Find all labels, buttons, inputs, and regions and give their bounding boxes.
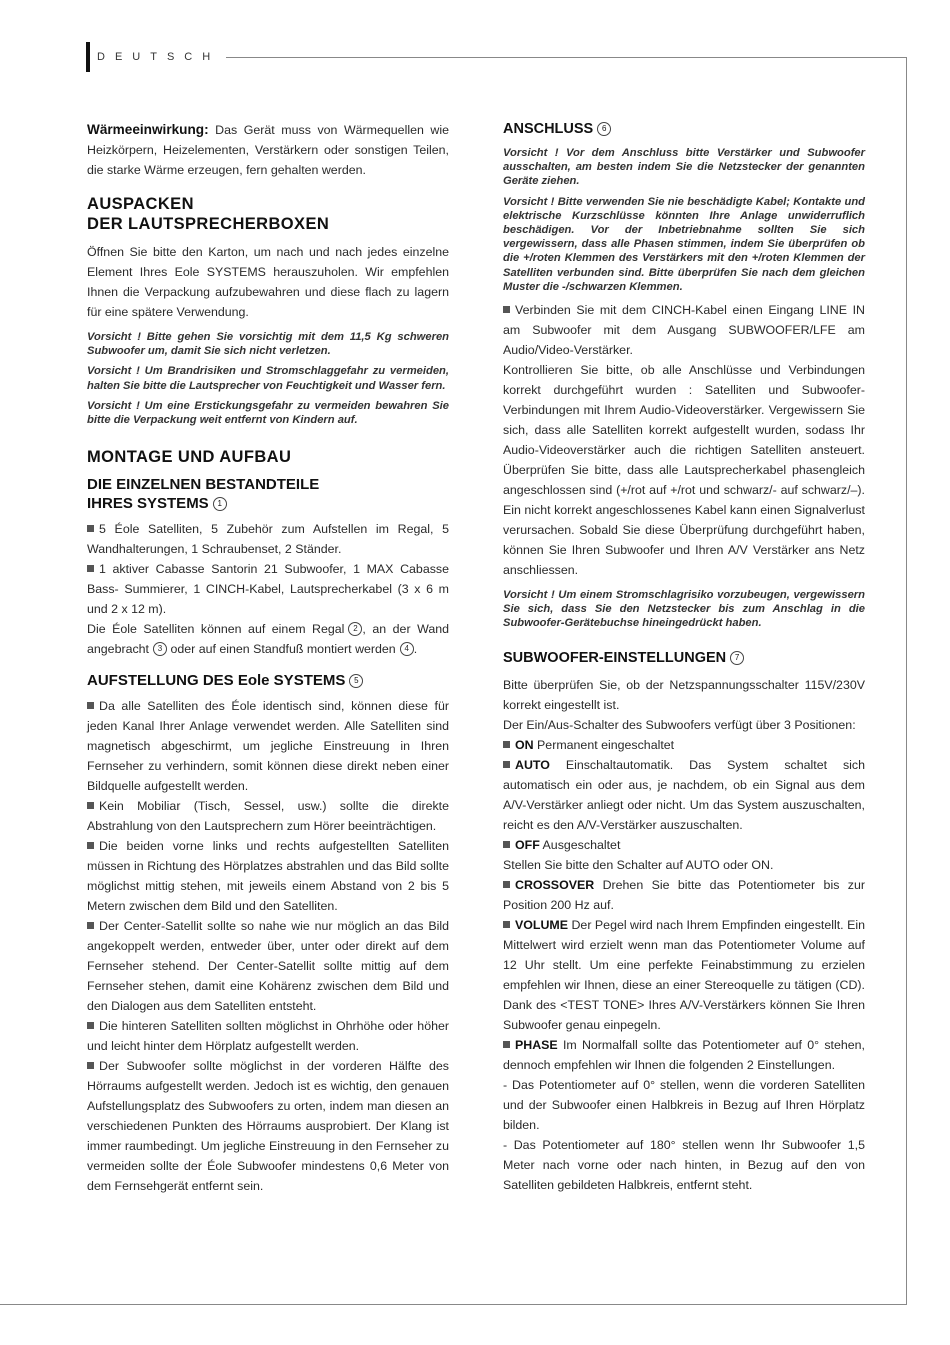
waerme-text: Das Gerät muss von Wärmequellen wie Heizkörpern, Heizelementen, Verstärkern oder sonstigen Teilen, die starke Wärme erzeugen, fern gehalten werden.	[87, 123, 449, 177]
setting-text: Einschaltautomatik. Das System schaltet sich automatisch ein oder aus, je nachdem, ob ein Signal aus dem A/V-Verstärker anliegt oder nicht. Um das System auszuschalten, reicht es den A/V-Verstärker auszuschalten.	[503, 757, 865, 832]
mounting-text-a: Die Éole Satelliten können auf einem Regal	[87, 622, 345, 637]
setting-auto	[503, 755, 865, 835]
bestandteile-heading	[87, 475, 449, 513]
setting-keyword: OFF	[515, 837, 540, 852]
waerme-title: Wärmeeinwirkung:	[87, 122, 209, 137]
setting-phase	[503, 1035, 865, 1075]
aufstellung-item	[87, 1016, 449, 1056]
bullet-square	[87, 1062, 94, 1069]
setting-keyword: CROSSOVER	[515, 877, 595, 892]
aufstellung-item-text: Der Center-Satellit sollte so nahe wie nur möglich an das Bild angekoppelt werden, entweder über, unter oder direkt auf dem Fernseher stehend. Der Center-Satellit sollte mittig auf dem Fernseher stehen, damit eine Kohärenz zwischen dem Bild und den Dialogen aus dem Satelliten entsteht.	[87, 919, 449, 1014]
aufstellung-item	[87, 836, 449, 916]
aufstellung-heading-text: AUFSTELLUNG DES Eole SYSTEMS	[87, 672, 346, 690]
header-bar	[86, 42, 90, 72]
aufstellung-heading	[87, 671, 449, 690]
figure-ref-2: 2	[348, 622, 362, 636]
aufstellung-item-text: Kein Mobiliar (Tisch, Sessel, usw.) sollte die direkte Abstrahlung von den Lautsprechern zum Hörer beeinträchtigen.	[87, 799, 449, 834]
auspacken-text: Öffnen Sie bitte den Karton, um nach und nach jedes einzelne Element Ihres Eole SYSTEMS herauszuholen. Wir empfehlen Ihnen die Verpackung aufzubewahren und diese flach zu lagern für eine spätere Verwendung.	[87, 245, 449, 319]
figure-ref-1: 1	[213, 497, 227, 511]
aufstellung-item	[87, 796, 449, 836]
setting-text: Drehen Sie bitte das Potentiometer bis zur Position 200 Hz auf.	[503, 877, 865, 912]
bullet-square	[87, 565, 94, 572]
cinch-text: Verbinden Sie mit dem CINCH-Kabel einen Eingang LINE IN am Subwoofer mit dem Ausgang SUBWOOFER/LFE am Audio/Video-Verstärker.	[503, 303, 865, 358]
warning-switch-off: Vorsicht ! Vor dem Anschluss bitte Verstärker und Subwoofer ausschalten, am besten indem Sie die Netzstecker der genannten Geräte ziehen.	[503, 147, 865, 188]
bullet-square	[503, 881, 510, 888]
bullet-square	[503, 741, 510, 748]
bullet-square	[503, 921, 510, 928]
anschluss-heading-text: ANSCHLUSS	[503, 121, 594, 137]
auspacken-heading-line1: AUSPACKEN	[87, 195, 194, 213]
warning-damaged-cables: Vorsicht ! Bitte verwenden Sie nie beschädigte Kabel; Kontakte und elektrische Kurzschlüsse könnten Ihre Anlage unwiderruflich beschädigen. Vor der Inbetriebnahme sollten Sie sich vergewissern, dass alle Phasen stimmen, indem Sie überprüfen ob die +/roten Klemmen des Verstärkers mit den +/roten Klemmen der Satelliten verbunden sind. Bitte überprüfen Sie nach dem gleichen Muster die -/schwarzen Klemmen.	[503, 195, 865, 293]
aufstellung-item	[87, 916, 449, 1016]
figure-ref-5: 5	[349, 674, 363, 688]
header-rule	[226, 57, 906, 58]
setting-off	[503, 835, 865, 855]
anschluss-heading	[503, 120, 865, 138]
setting-keyword: ON	[515, 737, 534, 752]
figure-ref-7: 7	[730, 651, 744, 665]
aufstellung-item	[87, 1056, 449, 1196]
bestandteile-item-text: 1 aktiver Cabasse Santorin 21 Subwoofer, 1 MAX Cabasse Bass- Summierer, 1 CINCH-Kabel, Lautsprecherkabel (3 x 6 m und 2 x 12 m).	[87, 562, 449, 617]
subwoofer-settings-heading-text: SUBWOOFER-EINSTELLUNGEN	[503, 649, 727, 666]
setting-text: Der Pegel wird nach Ihrem Empfinden eingestellt. Ein Mittelwert wird erzielt wenn man das Potentiometer Volume auf 12 Uhr stellt. Um eine perfekte Feinabstimmung zu erzielen empfehlen wir Ihnen, diese an einer Stereoquelle zu tätigen (CD). Dank des <TEST TONE> Ihres A/V-Verstärkers können Sie Ihren Subwoofer genau einpegeln.	[503, 917, 865, 1032]
right-column	[503, 120, 865, 1195]
aufstellung-item-text: Die beiden vorne links und rechts aufgestellten Satelliten müssen in Richtung des Hörplatzes abstrahlen und das Bild sollte möglichst mittig stehen, mit jeweils einem Abstand von 2 bis 5 Metern zwischen dem Bild und den Satelliten.	[87, 839, 449, 914]
bullet-square	[87, 802, 94, 809]
bestandteile-mounting-text	[87, 619, 449, 659]
bestandteile-item-satellites	[87, 519, 449, 559]
figure-ref-6: 6	[597, 122, 611, 136]
bullet-square	[87, 922, 94, 929]
warning-suffocation: Vorsicht ! Um eine Erstickungsgefahr zu vermeiden bewahren Sie bitte die Verpackung weit entfernt von Kindern auf.	[87, 399, 449, 427]
schalter-text: Stellen Sie bitte den Schalter auf AUTO oder ON.	[503, 857, 774, 872]
mounting-text-c: oder auf einen Standfuß montiert werden	[170, 642, 396, 657]
aufstellung-item-text: Der Subwoofer sollte möglichst in der vorderen Hälfte des Hörraums aufgestellt werden. Jedoch ist es wichtig, den genauen Aufstellungsplatz des Subwoofers zu orten, indem man diesen an verschiedenen Punkten des Hörraums ausprobiert. Der Klang ist immer raumbedingt. Um jegliche Einstreuung in den Fernseher zu vermeiden sollte der Éole Subwoofer mindestens 0,6 Meter von dem Fernsehgerät entfernt sein.	[87, 1059, 449, 1194]
bullet-square	[503, 841, 510, 848]
bestandteile-item-text: 5 Éole Satelliten, 5 Zubehör zum Aufstellen im Regal, 5 Wandhalterungen, 1 Schraubenset, 2 Ständer.	[87, 522, 449, 557]
mounting-text-d: .	[413, 642, 418, 657]
bullet-square	[87, 842, 94, 849]
warning-subwoofer-weight: Vorsicht ! Bitte gehen Sie vorsichtig mit dem 11,5 Kg schweren Subwoofer um, damit Sie sich nicht verletzen.	[87, 331, 449, 358]
right-margin-rule	[906, 57, 907, 1305]
setting-crossover	[503, 875, 865, 915]
figure-ref-4: 4	[400, 642, 414, 656]
setting-keyword: PHASE	[515, 1037, 558, 1052]
bestandteile-heading-line2: IHRES SYSTEMS	[87, 495, 209, 513]
aufstellung-item-text: Die hinteren Satelliten sollten möglichst in Ohrhöhe oder höher und leicht hinter dem Hörplatz aufgestellt werden.	[87, 1019, 449, 1054]
auspacken-heading	[87, 194, 449, 234]
setting-text: Ausgeschaltet	[542, 837, 621, 852]
header-language: DEUTSCH	[97, 51, 221, 63]
sub-intro-voltage: Bitte überprüfen Sie, ob der Netzspannungsschalter 115V/230V korrekt eingestellt ist.	[503, 677, 865, 712]
bullet-square	[503, 761, 510, 768]
footer-rule	[0, 1304, 907, 1305]
warning-power-plug: Vorsicht ! Um einem Stromschlagrisiko vorzubeugen, vergewissern Sie sich, dass Sie den Netzstecker bis zum Anschlag in die Subwoofer-Gerätebuchse hineingedrückt haben.	[503, 589, 865, 630]
bullet-square	[87, 1022, 94, 1029]
setting-keyword: VOLUME	[515, 917, 569, 932]
sub-intro-switch: Der Ein/Aus-Schalter des Subwoofers verfügt über 3 Positionen:	[503, 717, 856, 732]
bullet-square	[87, 525, 94, 532]
auspacken-heading-line2: DER LAUTSPRECHERBOXEN	[87, 215, 330, 233]
mounting-text-b: , an der Wand angebracht	[87, 622, 449, 657]
figure-ref-3: 3	[153, 642, 167, 656]
warning-fire-moisture: Vorsicht ! Um Brandrisiken und Stromschlaggefahr zu vermeiden, halten Sie bitte die Lautsprecher von Feuchtigkeit und Wasser fern.	[87, 365, 449, 392]
bullet-square	[503, 1041, 510, 1048]
bullet-square	[87, 702, 94, 709]
setting-volume	[503, 915, 865, 1035]
setting-text: Im Normalfall sollte das Potentiometer auf 0° stehen, dennoch empfehlen wir Ihnen die folgenden 2 Einstellungen.	[503, 1037, 865, 1072]
setting-text: Permanent eingeschaltet	[537, 737, 675, 752]
setting-on	[503, 735, 865, 755]
setting-keyword: AUTO	[515, 757, 550, 772]
left-column	[87, 120, 449, 1196]
bestandteile-item-subwoofer	[87, 559, 449, 619]
kontrolle-paragraph: Kontrollieren Sie bitte, ob alle Anschlüsse und Verbindungen korrekt durchgeführt wurden : Satelliten und Subwoofer-Verbindungen mit Ihrem Audio-Videoverstärker. Vergewissern Sie sich, dass alle Satelliten korrekt aufgestellt wurden, sodass Ihr Audio-Videoverstärker auch die richtigen Satelliten ansteuert. Überprüfen Sie bitte, dass alle Lautsprecherkabel phasengleich angeschlossen sind (+/rot auf +/rot und schwarz/- auf schwarz/–). Ein nicht korrekt angeschlossenes Kabel kann einen Signalverlust verursachen. Sobald Sie diese Überprüfung durchgeführt haben, können Sie Ihren Subwoofer und Ihren A/V Verstärker ans Netz anschliessen.	[503, 363, 865, 578]
aufstellung-item	[87, 696, 449, 796]
aufstellung-item-text: Da alle Satelliten des Éole identisch sind, können diese für jeden Kanal Ihrer Anlage verwendet werden. Alle Satelliten sind magnetisch abgeschirmt, um jegliche Einstreuung in Ihren Fernseher zu verhindern, somit können diese direkt neben einer Bildquelle aufgestellt werden.	[87, 699, 449, 794]
bestandteile-heading-line1: DIE EINZELNEN BESTANDTEILE	[87, 476, 320, 494]
cinch-paragraph	[503, 300, 865, 360]
phase-option-0deg: - Das Potentiometer auf 0° stellen, wenn die vorderen Satelliten und der Subwoofer einen Halbkreis in Bezug auf Ihren Hörplatz bilden.	[503, 1077, 865, 1132]
montage-heading: MONTAGE UND AUFBAU	[87, 448, 292, 467]
bullet-square	[503, 306, 510, 313]
subwoofer-settings-heading	[503, 649, 865, 667]
phase-option-180deg: - Das Potentiometer auf 180° stellen wenn Ihr Subwoofer 1,5 Meter nach vorne oder nach hinten, in Bezug auf den von Satelliten gebildeten Halbkreis, entfernt steht.	[503, 1137, 865, 1192]
waerme-paragraph	[87, 120, 449, 180]
